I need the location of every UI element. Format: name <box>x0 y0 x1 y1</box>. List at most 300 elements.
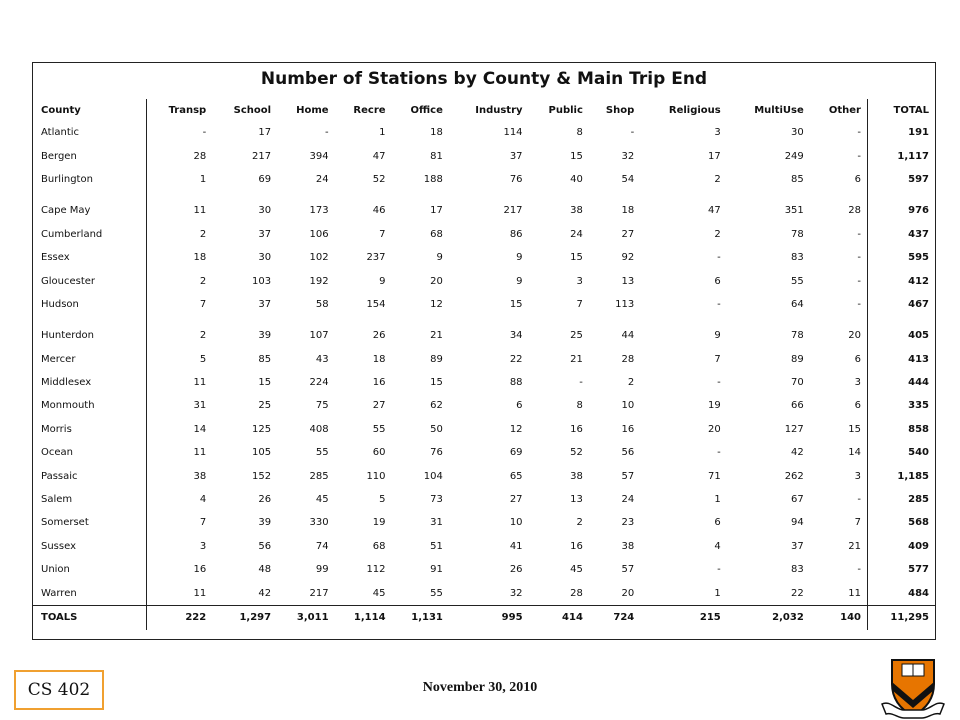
table-cell: 44 <box>621 330 635 342</box>
princeton-shield-logo <box>878 654 948 720</box>
table-cell: 188 <box>423 173 443 185</box>
table-cell: 23 <box>621 517 635 529</box>
table-cell: 3 <box>854 377 861 389</box>
table-cell: 105 <box>252 447 272 459</box>
table-cell: 21 <box>848 540 861 552</box>
table-row <box>33 144 935 167</box>
table-cell: 55 <box>791 275 804 287</box>
row-total-cell: 568 <box>868 511 936 534</box>
row-total-cell: 335 <box>868 394 936 417</box>
table-cell: 125 <box>252 423 272 435</box>
table-cell: - <box>857 275 861 287</box>
column-header: Other <box>828 104 861 116</box>
table-cell: 127 <box>784 423 804 435</box>
table-cell: 45 <box>315 494 329 506</box>
table-cell: 83 <box>791 564 804 576</box>
county-name-cell: Ocean <box>33 441 146 464</box>
table-cell: 45 <box>570 564 583 576</box>
table-cell: 16 <box>621 423 635 435</box>
table-cell: 24 <box>570 228 583 240</box>
totals-cell: 11,295 <box>868 605 936 630</box>
table-row <box>33 348 935 371</box>
table-cell: 6 <box>714 275 721 287</box>
table-cell: 11 <box>193 377 207 389</box>
row-total-cell: 467 <box>868 293 936 316</box>
table-cell: 17 <box>430 205 443 217</box>
table-cell: 13 <box>570 494 583 506</box>
table-cell: 21 <box>570 353 583 365</box>
county-name-cell: Salem <box>33 488 146 511</box>
table-cell: 76 <box>430 447 443 459</box>
table-cell: 1 <box>714 587 721 599</box>
table-cell: 65 <box>509 470 523 482</box>
slide-date: November 30, 2010 <box>422 680 538 695</box>
table-cell: 62 <box>430 400 443 412</box>
table-cell: 18 <box>372 353 386 365</box>
table-cell: 38 <box>621 540 635 552</box>
table-row <box>33 269 935 292</box>
table-cell: 7 <box>576 298 583 310</box>
table-cell: 88 <box>509 377 523 389</box>
column-header: Public <box>548 104 583 116</box>
table-cell: 330 <box>309 517 329 529</box>
table-cell: 102 <box>309 252 329 264</box>
county-name-cell: Union <box>33 558 146 581</box>
table-row <box>33 246 935 269</box>
table-cell: 9 <box>516 252 523 264</box>
table-cell: 50 <box>430 423 443 435</box>
table-cell: 18 <box>193 252 207 264</box>
table-row <box>33 316 935 347</box>
table-cell: 154 <box>366 298 386 310</box>
table-cell: 217 <box>252 150 272 162</box>
county-name-cell: Somerset <box>33 511 146 534</box>
table-cell: 55 <box>430 587 443 599</box>
county-name-cell: Mercer <box>33 348 146 371</box>
table-cell: 45 <box>372 587 386 599</box>
table-cell: 22 <box>509 353 523 365</box>
county-name-cell: Morris <box>33 418 146 441</box>
table-cell: 64 <box>791 298 804 310</box>
table-cell: 114 <box>503 127 523 139</box>
table-cell: 38 <box>570 470 583 482</box>
table-cell: 91 <box>430 564 443 576</box>
table-cell: 18 <box>430 127 443 139</box>
county-name-cell: Middlesex <box>33 371 146 394</box>
row-total-cell: 437 <box>868 223 936 246</box>
table-cell: 55 <box>372 423 386 435</box>
table-cell: 249 <box>784 150 804 162</box>
table-cell: 173 <box>309 205 329 217</box>
table-cell: 14 <box>193 423 207 435</box>
table-cell: 11 <box>193 447 207 459</box>
row-total-cell: 858 <box>868 418 936 441</box>
table-cell: 22 <box>791 587 804 599</box>
table-row <box>33 168 935 191</box>
totals-cell: 414 <box>529 605 589 630</box>
row-total-cell: 285 <box>868 488 936 511</box>
table-cell: 112 <box>366 564 386 576</box>
table-cell: 10 <box>509 517 523 529</box>
column-header: Transp <box>168 104 207 116</box>
row-total-cell: 412 <box>868 269 936 292</box>
table-row <box>33 371 935 394</box>
table-cell: 54 <box>621 173 635 185</box>
totals-cell: 724 <box>589 605 640 630</box>
table-cell: 3 <box>199 540 207 552</box>
table-row <box>33 535 935 558</box>
table-cell: 75 <box>315 400 329 412</box>
table-cell: 224 <box>309 377 329 389</box>
table-cell: 32 <box>621 150 635 162</box>
table-cell: 2 <box>576 517 583 529</box>
table-cell: - <box>857 228 861 240</box>
table-cell: 37 <box>258 228 272 240</box>
table-cell: 37 <box>258 298 272 310</box>
table-row <box>33 223 935 246</box>
county-name-cell: Essex <box>33 246 146 269</box>
table-cell: 15 <box>848 423 861 435</box>
table-cell: 217 <box>309 587 329 599</box>
table-cell: 27 <box>509 494 523 506</box>
stations-table-panel <box>32 62 936 640</box>
table-cell: 10 <box>621 400 635 412</box>
table-cell: 27 <box>621 228 635 240</box>
table-cell: 68 <box>430 228 443 240</box>
row-total-cell: 595 <box>868 246 936 269</box>
table-cell: 20 <box>708 423 721 435</box>
column-header: Industry <box>475 104 523 116</box>
table-cell: 16 <box>372 377 386 389</box>
table-cell: 56 <box>621 447 635 459</box>
column-header: Shop <box>605 104 635 116</box>
table-cell: 25 <box>570 330 583 342</box>
table-cell: 78 <box>791 228 804 240</box>
table-cell: 12 <box>430 298 443 310</box>
table-cell: 262 <box>784 470 804 482</box>
table-cell: 2 <box>199 275 207 287</box>
table-cell: 2 <box>714 173 721 185</box>
table-cell: 9 <box>714 330 721 342</box>
county-name-cell: Burlington <box>33 168 146 191</box>
table-cell: 76 <box>509 173 523 185</box>
table-cell: 12 <box>509 423 523 435</box>
row-total-cell: 413 <box>868 348 936 371</box>
table-cell: 15 <box>570 150 583 162</box>
table-cell: 99 <box>315 564 329 576</box>
table-cell: - <box>717 447 721 459</box>
table-cell: 408 <box>309 423 329 435</box>
table-cell: 30 <box>258 252 272 264</box>
header-row <box>33 99 935 121</box>
table-cell: 15 <box>509 298 523 310</box>
totals-cell: 1,131 <box>392 605 449 630</box>
table-cell: 20 <box>848 330 861 342</box>
table-cell: 6 <box>714 517 721 529</box>
table-row <box>33 418 935 441</box>
table-cell: 55 <box>315 447 329 459</box>
table-cell: 9 <box>379 275 386 287</box>
table-cell: 110 <box>366 470 386 482</box>
table-cell: 19 <box>708 400 721 412</box>
table-row <box>33 464 935 487</box>
table-cell: 1 <box>199 173 207 185</box>
row-total-cell: 597 <box>868 168 936 191</box>
table-row <box>33 488 935 511</box>
table-row <box>33 394 935 417</box>
table-cell: 285 <box>309 470 329 482</box>
table-cell: 103 <box>252 275 272 287</box>
table-cell: 192 <box>309 275 329 287</box>
table-cell: 26 <box>258 494 272 506</box>
county-name-cell: Passaic <box>33 464 146 487</box>
table-cell: 24 <box>315 173 329 185</box>
totals-cell: 1,114 <box>335 605 392 630</box>
table-cell: 28 <box>848 205 861 217</box>
table-cell: 47 <box>708 205 721 217</box>
table-cell: 18 <box>621 205 635 217</box>
table-cell: 37 <box>509 150 523 162</box>
table-row <box>33 121 935 144</box>
column-header: Home <box>296 104 329 116</box>
table-cell: 107 <box>309 330 329 342</box>
table-cell: 28 <box>570 587 583 599</box>
table-cell: 85 <box>258 353 272 365</box>
table-cell: 7 <box>199 517 207 529</box>
table-cell: 152 <box>252 470 272 482</box>
totals-cell: 995 <box>449 605 529 630</box>
table-cell: 5 <box>379 494 386 506</box>
table-cell: 27 <box>372 400 386 412</box>
county-name-cell: Atlantic <box>33 121 146 144</box>
table-cell: 237 <box>366 252 386 264</box>
table-cell: 28 <box>621 353 635 365</box>
table-cell: 16 <box>193 564 207 576</box>
table-cell: 217 <box>503 205 523 217</box>
table-cell: 30 <box>258 205 272 217</box>
county-name-cell: Gloucester <box>33 269 146 292</box>
row-total-cell: 405 <box>868 316 936 347</box>
table-cell: - <box>717 377 721 389</box>
county-name-cell: Sussex <box>33 535 146 558</box>
table-cell: 3 <box>714 127 721 139</box>
table-cell: 14 <box>848 447 861 459</box>
table-cell: 15 <box>430 377 443 389</box>
table-cell: 52 <box>372 173 386 185</box>
column-header: School <box>233 104 272 116</box>
table-cell: 1 <box>379 127 386 139</box>
table-cell: 78 <box>791 330 804 342</box>
county-name-cell: Monmouth <box>33 394 146 417</box>
table-cell: 9 <box>516 275 523 287</box>
row-total-cell: 191 <box>868 121 936 144</box>
table-cell: - <box>717 252 721 264</box>
table-cell: 1 <box>714 494 721 506</box>
table-row <box>33 441 935 464</box>
table-cell: 16 <box>570 423 583 435</box>
table-cell: 30 <box>791 127 804 139</box>
totals-cell: 2,032 <box>727 605 810 630</box>
table-cell: - <box>857 150 861 162</box>
table-cell: 7 <box>714 353 721 365</box>
row-total-cell: 1,117 <box>868 144 936 167</box>
table-cell: 6 <box>854 353 861 365</box>
row-total-cell: 976 <box>868 191 936 222</box>
row-total-cell: 409 <box>868 535 936 558</box>
table-cell: 67 <box>791 494 804 506</box>
table-cell: 31 <box>193 400 207 412</box>
table-cell: 4 <box>199 494 207 506</box>
table-cell: 8 <box>576 400 583 412</box>
table-cell: - <box>857 252 861 264</box>
table-cell: 2 <box>199 228 207 240</box>
table-row <box>33 191 935 222</box>
table-cell: 68 <box>372 540 386 552</box>
row-total-cell: 484 <box>868 581 936 605</box>
column-header: TOTAL <box>868 99 936 121</box>
totals-row <box>33 605 935 630</box>
column-header: MultiUse <box>754 104 804 116</box>
table-cell: 6 <box>854 400 861 412</box>
table-cell: 28 <box>193 150 207 162</box>
table-cell: 2 <box>714 228 721 240</box>
table-cell: 113 <box>615 298 635 310</box>
table-cell: 17 <box>708 150 721 162</box>
row-total-cell: 1,185 <box>868 464 936 487</box>
row-total-cell: 540 <box>868 441 936 464</box>
table-cell: 7 <box>199 298 207 310</box>
table-cell: 7 <box>379 228 386 240</box>
table-cell: 86 <box>509 228 523 240</box>
table-cell: 13 <box>621 275 635 287</box>
table-cell: 57 <box>621 564 635 576</box>
table-cell: 81 <box>430 150 443 162</box>
table-cell: 7 <box>854 517 861 529</box>
table-cell: 89 <box>430 353 443 365</box>
totals-cell: 3,011 <box>277 605 334 630</box>
totals-label: TOALS <box>33 605 146 630</box>
table-cell: 351 <box>784 205 804 217</box>
table-cell: 39 <box>258 517 272 529</box>
table-cell: 38 <box>570 205 583 217</box>
county-name-cell: Hunterdon <box>33 316 146 347</box>
table-cell: 15 <box>258 377 272 389</box>
column-header: Office <box>410 104 443 116</box>
table-cell: 26 <box>509 564 523 576</box>
table-cell: 48 <box>258 564 272 576</box>
totals-cell: 215 <box>640 605 727 630</box>
table-row <box>33 511 935 534</box>
county-name-cell: Warren <box>33 581 146 605</box>
totals-cell: 1,297 <box>212 605 277 630</box>
table-cell: 106 <box>309 228 329 240</box>
county-name-cell: Cape May <box>33 191 146 222</box>
table-cell: 24 <box>621 494 635 506</box>
county-name-cell: Hudson <box>33 293 146 316</box>
table-cell: - <box>324 127 329 139</box>
column-header: Recre <box>353 104 386 116</box>
table-row <box>33 581 935 605</box>
table-cell: 70 <box>791 377 804 389</box>
column-header: Religious <box>668 104 721 116</box>
table-cell: 51 <box>430 540 443 552</box>
table-cell: 31 <box>430 517 443 529</box>
table-cell: 56 <box>258 540 272 552</box>
table-cell: - <box>717 298 721 310</box>
table-cell: 41 <box>509 540 523 552</box>
table-title: Number of Stations by County & Main Trip End <box>260 69 708 89</box>
table-cell: 2 <box>199 330 207 342</box>
table-cell: 83 <box>791 252 804 264</box>
table-cell: 71 <box>708 470 721 482</box>
stations-table <box>33 99 935 630</box>
table-cell: 17 <box>258 127 272 139</box>
table-cell: 38 <box>193 470 207 482</box>
table-cell: 85 <box>791 173 804 185</box>
table-cell: 4 <box>714 540 721 552</box>
table-cell: - <box>202 127 207 139</box>
table-cell: 73 <box>430 494 443 506</box>
table-cell: 69 <box>509 447 523 459</box>
table-cell: 42 <box>258 587 272 599</box>
table-cell: 39 <box>258 330 272 342</box>
table-cell: 3 <box>854 470 861 482</box>
table-cell: 20 <box>621 587 635 599</box>
table-cell: 37 <box>791 540 804 552</box>
table-cell: 57 <box>621 470 635 482</box>
table-cell: 47 <box>372 150 386 162</box>
table-cell: 11 <box>193 587 207 599</box>
table-cell: 58 <box>315 298 329 310</box>
table-cell: 60 <box>372 447 386 459</box>
table-cell: - <box>857 494 861 506</box>
row-total-cell: 577 <box>868 558 936 581</box>
table-cell: 16 <box>570 540 583 552</box>
table-cell: 21 <box>430 330 443 342</box>
table-cell: 3 <box>576 275 583 287</box>
column-header: County <box>33 99 146 121</box>
table-cell: - <box>579 377 583 389</box>
table-cell: - <box>630 127 635 139</box>
county-name-cell: Cumberland <box>33 223 146 246</box>
totals-cell: 140 <box>810 605 868 630</box>
table-cell: 52 <box>570 447 583 459</box>
table-cell: 32 <box>509 587 523 599</box>
table-cell: - <box>717 564 721 576</box>
table-cell: 2 <box>627 377 635 389</box>
table-cell: 9 <box>436 252 443 264</box>
table-cell: - <box>857 298 861 310</box>
table-cell: 8 <box>576 127 583 139</box>
table-cell: 46 <box>372 205 386 217</box>
course-badge: CS 402 <box>14 670 104 710</box>
table-cell: 25 <box>258 400 272 412</box>
row-total-cell: 444 <box>868 371 936 394</box>
table-cell: 5 <box>199 353 207 365</box>
table-cell: 20 <box>430 275 443 287</box>
table-cell: 26 <box>372 330 386 342</box>
totals-cell: 222 <box>146 605 212 630</box>
table-cell: 40 <box>570 173 583 185</box>
table-cell: - <box>857 127 861 139</box>
table-cell: 394 <box>309 150 329 162</box>
table-cell: 43 <box>315 353 329 365</box>
table-cell: 104 <box>423 470 443 482</box>
table-cell: 92 <box>621 252 635 264</box>
table-cell: 6 <box>516 400 523 412</box>
table-cell: 94 <box>791 517 804 529</box>
table-cell: 11 <box>848 587 861 599</box>
